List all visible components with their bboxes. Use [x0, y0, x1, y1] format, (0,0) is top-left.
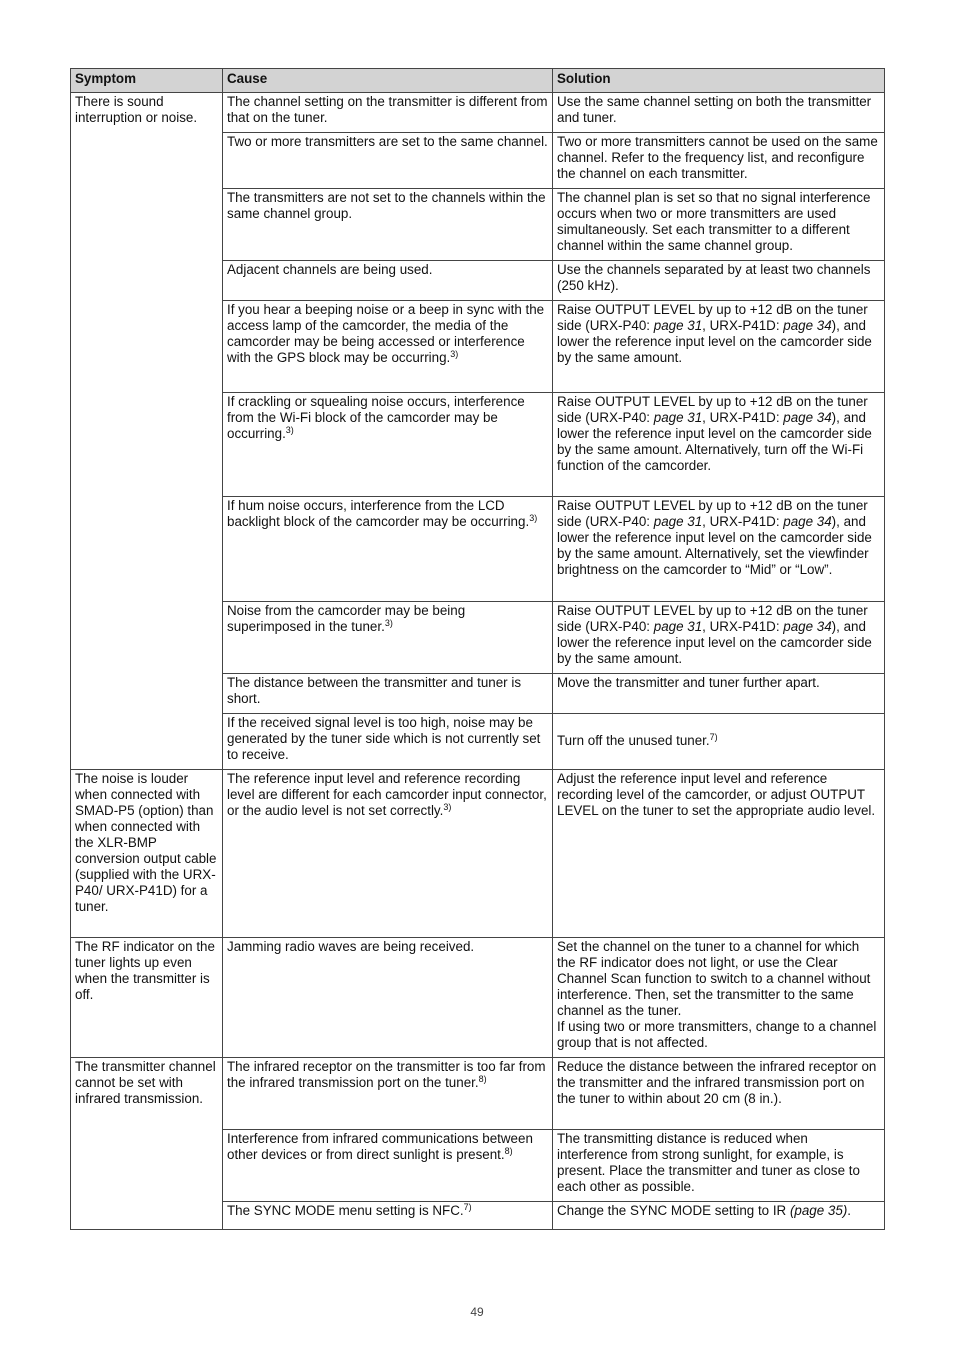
symptom-cell: The transmitter channel cannot be set with infrared transmission.	[71, 1058, 223, 1230]
page-reference: page 31	[653, 410, 703, 425]
solution-cell: Two or more transmitters cannot be used on the same channel. Refer to the frequency list, and reconfigure the channel on each transmitter.	[553, 133, 885, 189]
page-reference: page 31	[653, 619, 703, 634]
solution-text: Set the channel on the tuner to a channel for which the RF indicator does not light, or use the Clear Channel Scan function to switch to a channel without interference. Then, set the transmitter to the same channel as the tuner.	[557, 939, 871, 1018]
page-reference: page 31	[653, 318, 703, 333]
solution-cell	[553, 393, 885, 497]
solution-text: , URX-P41D:	[702, 514, 784, 529]
table-row	[71, 93, 885, 133]
page-reference: page 34	[783, 514, 832, 529]
cause-text: Noise from the camcorder may be being superimposed in the tuner.	[227, 603, 466, 634]
solution-text: Raise OUTPUT LEVEL by up to +12 dB on the tuner side (URX-P40:	[557, 394, 868, 425]
solution-text: Raise OUTPUT LEVEL by up to +12 dB on the tuner side (URX-P40:	[557, 302, 868, 333]
cause-cell	[223, 497, 553, 602]
solution-cell: Reduce the distance between the infrared receptor on the transmitter and the infrared transmission port on the tuner to within about 20 cm (8 in.).	[553, 1058, 885, 1130]
solution-cell: Use the channels separated by at least two channels (250 kHz).	[553, 261, 885, 301]
header-cause: Cause	[223, 69, 553, 93]
solution-text: , URX-P41D:	[702, 410, 784, 425]
solution-text: ), and lower the reference input level on the camcorder side by the same amount. Alternatively, turn off the Wi-Fi function of the camcorder.	[557, 410, 872, 473]
cause-cell: The distance between the transmitter and tuner is short.	[223, 674, 553, 714]
solution-text: ), and lower the reference input level on the camcorder side by the same amount.	[557, 318, 872, 365]
footnote-ref: 7)	[463, 1202, 472, 1212]
page-reference: page 31	[653, 514, 703, 529]
troubleshooting-table	[70, 68, 885, 1230]
cause-cell	[223, 301, 553, 393]
solution-text: , URX-P41D:	[702, 619, 784, 634]
page-reference: (page 35)	[789, 1203, 848, 1218]
cause-cell: The channel setting on the transmitter is different from that on the tuner.	[223, 93, 553, 133]
cause-cell: Adjacent channels are being used.	[223, 261, 553, 301]
page-reference: page 34	[783, 410, 832, 425]
solution-cell	[553, 497, 885, 602]
table-row	[71, 770, 885, 938]
cause-cell	[223, 393, 553, 497]
solution-text: ), and lower the reference input level on the camcorder side by the same amount. Alternatively, set the viewfinder brightness on the camcorder to “Mid” or “Low”.	[557, 514, 872, 577]
footnote-ref: 3)	[285, 425, 294, 435]
solution-cell: The channel plan is set so that no signal interference occurs when two or more transmitters are used simultaneously. Set each transmitter to a different channel within the same channel group.	[553, 189, 885, 261]
solution-cell: The transmitting distance is reduced when interference from strong sunlight, for example, is present. Place the transmitter and tuner as close to each other as possible.	[553, 1130, 885, 1202]
cause-text: The SYNC MODE menu setting is NFC.	[227, 1203, 464, 1218]
symptom-cell: The RF indicator on the tuner lights up even when the transmitter is off.	[71, 938, 223, 1058]
header-symptom: Symptom	[71, 69, 223, 93]
page-reference: page 34	[783, 619, 832, 634]
footnote-ref: 7)	[709, 731, 718, 742]
cause-text: If you hear a beeping noise or a beep in sync with the access lamp of the camcorder, the media of the camcorder may be being accessed or interference with the GPS block may be occurring.	[227, 302, 545, 365]
solution-cell	[553, 1202, 885, 1230]
page-number: 49	[470, 1305, 484, 1319]
solution-cell: Move the transmitter and tuner further apart.	[553, 674, 885, 714]
header-solution: Solution	[553, 69, 885, 93]
footnote-ref: 3)	[450, 349, 459, 359]
solution-text: ), and lower the reference input level on the camcorder side by the same amount.	[557, 619, 872, 666]
footnote-ref: 3)	[384, 618, 393, 628]
solution-text: Raise OUTPUT LEVEL by up to +12 dB on the tuner side (URX-P40:	[557, 498, 868, 529]
solution-text: , URX-P41D:	[702, 318, 784, 333]
cause-text: Interference from infrared communications between other devices or from direct sunlight is present.	[227, 1131, 533, 1162]
cause-text: If hum noise occurs, interference from the LCD backlight block of the camcorder may be occurring.	[227, 498, 530, 529]
solution-cell: Adjust the reference input level and reference recording level of the camcorder, or adjust OUTPUT LEVEL on the tuner to set the appropriate audio level.	[553, 770, 885, 938]
cause-cell	[223, 1202, 553, 1230]
cause-cell: The transmitters are not set to the channels within the same channel group.	[223, 189, 553, 261]
cause-text: If crackling or squealing noise occurs, interference from the Wi-Fi block of the camcorder may be occurring.	[227, 394, 525, 441]
cause-text: The reference input level and reference recording level are different for each camcorder input connector, or the audio level is not set correctly.	[227, 771, 547, 818]
footnote-ref: 3)	[529, 513, 538, 523]
page-reference: page 34	[783, 318, 832, 333]
cause-cell	[223, 602, 553, 674]
solution-text: Change the SYNC MODE setting to IR	[557, 1203, 790, 1218]
cause-cell	[223, 770, 553, 938]
cause-cell	[223, 1058, 553, 1130]
cause-cell: If the received signal level is too high, noise may be generated by the tuner side which is not currently set to receive.	[223, 714, 553, 770]
footnote-ref: 8)	[478, 1074, 487, 1084]
symptom-cell: The noise is louder when connected with SMAD-P5 (option) than when connected with the XLR-BMP conversion output cable (supplied with the URX-P40/ URX-P41D) for a tuner.	[71, 770, 223, 938]
cause-cell	[223, 1130, 553, 1202]
table-header-row	[71, 69, 885, 93]
solution-cell: Use the same channel setting on both the transmitter and tuner.	[553, 93, 885, 133]
solution-cell	[553, 938, 885, 1058]
table-row	[71, 938, 885, 1058]
symptom-cell: There is sound interruption or noise.	[71, 93, 223, 770]
solution-text: If using two or more transmitters, change to a channel group that is not affected.	[557, 1019, 877, 1050]
solution-cell	[553, 301, 885, 393]
solution-text: Raise OUTPUT LEVEL by up to +12 dB on the tuner side (URX-P40:	[557, 603, 868, 634]
footnote-ref: 8)	[504, 1146, 513, 1156]
cause-text: The infrared receptor on the transmitter is too far from the infrared transmission port on the tuner.	[227, 1059, 546, 1090]
solution-text: .	[847, 1203, 852, 1218]
solution-cell	[553, 602, 885, 674]
footnote-ref: 3)	[443, 802, 452, 812]
cause-cell: Jamming radio waves are being received.	[223, 938, 553, 1058]
table-row	[71, 1058, 885, 1130]
solution-text: Turn off the unused tuner.	[557, 732, 710, 748]
cause-cell: Two or more transmitters are set to the same channel.	[223, 133, 553, 189]
solution-cell	[553, 714, 885, 770]
